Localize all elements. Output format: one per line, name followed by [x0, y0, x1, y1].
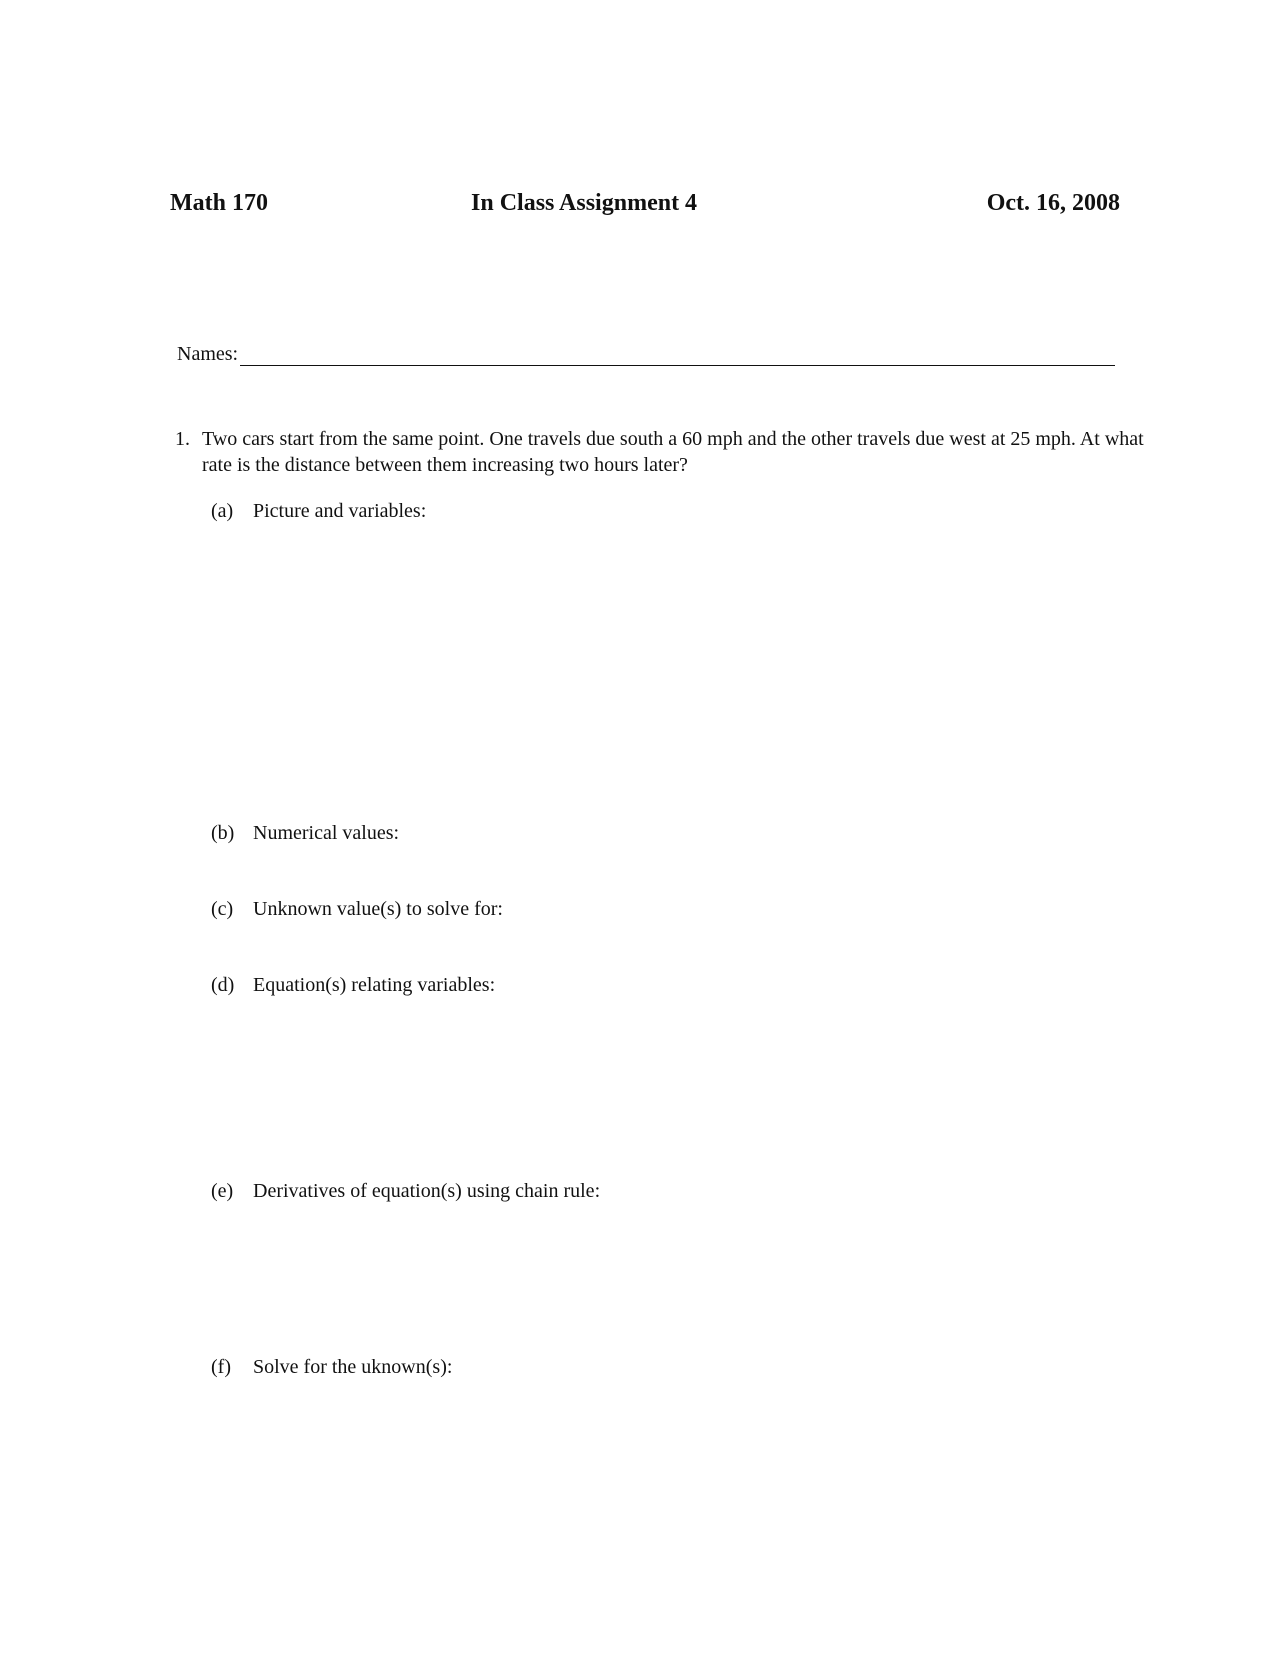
part-a	[211, 500, 426, 523]
part-label: (e)	[211, 1180, 234, 1202]
part-f	[211, 1356, 452, 1379]
part-label: (d)	[211, 974, 235, 996]
part-label: (f)	[211, 1356, 231, 1378]
part-text: Solve for the uknown(s):	[253, 1356, 453, 1378]
part-text: Numerical values:	[253, 822, 400, 844]
part-e	[211, 1180, 600, 1203]
names-blank-line[interactable]	[240, 341, 1115, 366]
assignment-date: Oct. 16, 2008	[986, 190, 1120, 216]
part-label: (b)	[211, 822, 235, 844]
names-field[interactable]	[177, 336, 1115, 366]
assignment-title: In Class Assignment 4	[471, 190, 698, 216]
part-label: (a)	[211, 500, 234, 522]
problem-1	[175, 426, 1145, 478]
part-d	[211, 974, 495, 997]
part-text: Derivatives of equation(s) using chain rule:	[253, 1180, 601, 1202]
problem-statement: Two cars start from the same point. One travels due south a 60 mph and the other travels due west at 25 mph. At what rate is the distance between them increasing two hours later?	[202, 428, 1144, 476]
part-text: Picture and variables:	[253, 500, 427, 522]
part-text: Unknown value(s) to solve for:	[253, 898, 503, 920]
part-b	[211, 822, 399, 845]
names-label: Names:	[177, 343, 239, 365]
problem-number: 1.	[175, 428, 190, 450]
course-name: Math 170	[170, 190, 268, 216]
part-label: (c)	[211, 898, 234, 920]
part-text: Equation(s) relating variables:	[253, 974, 496, 996]
part-c	[211, 898, 503, 921]
